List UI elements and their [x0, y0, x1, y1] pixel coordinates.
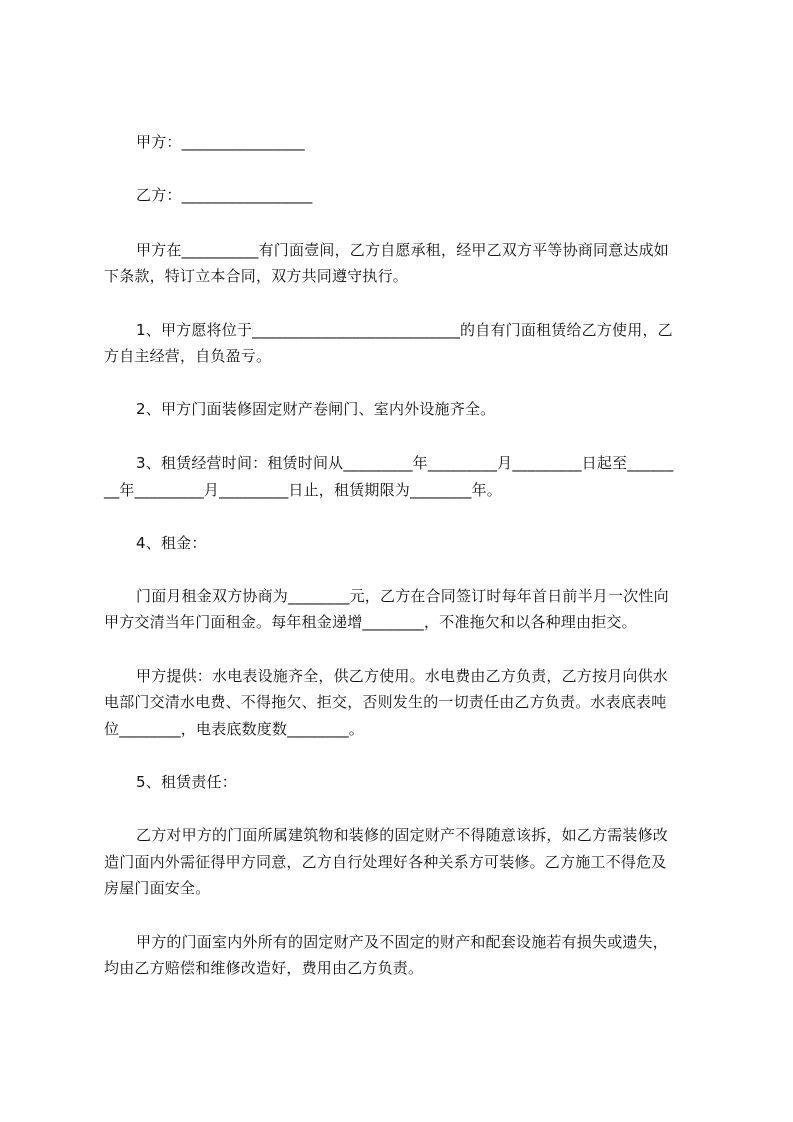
resp-para1-line-1: 乙方对甲方的门面所属建筑物和装修的固定财产不得随意该拆，如乙方需装修改 [136, 826, 669, 844]
clause2-line: 2、甲方门面装修固定财产卷闸门、室内外设施齐全。 [136, 400, 496, 418]
utility-para-line-2: 电部门交清水电费、不得拖欠、拒交，否则发生的一切责任由乙方负责。水表底表吨 [104, 693, 667, 711]
clause3-line-1: 3、租赁经营时间：租赁时间从_________年_________月_________日起至______ [136, 454, 674, 472]
clause5-title: 5、租赁责任： [136, 773, 237, 791]
clause1-line-2: 方自主经营，自负盈亏。 [104, 347, 272, 365]
resp-para1-line-3: 房屋门面安全。 [104, 879, 211, 897]
clause3-line-2: __年_________月_________日止，租赁期限为________年。 [104, 481, 503, 499]
resp-para2-line-2: 均由乙方赔偿和维修改造好，费用由乙方负责。 [104, 959, 424, 977]
rent-para-line-2: 甲方交清当年门面租金。每年租金递增________，不准拖欠和以各种理由拒交。 [104, 613, 637, 631]
utility-para-line-1: 甲方提供：水电表设施齐全，供乙方使用。水电费由乙方负责，乙方按月向供水 [136, 667, 669, 685]
party-a-line: 甲方：________________ [136, 133, 305, 151]
intro-line-1: 甲方在__________有门面壹间，乙方自愿承租，经甲乙双方平等协商同意达成如 [136, 241, 670, 259]
utility-para-line-3: 位________，电表底数度数________。 [104, 720, 365, 738]
clause1-line-1: 1、甲方愿将位于___________________________的自有门面租赁给乙方使用，乙 [136, 321, 673, 339]
resp-para2-line-1: 甲方的门面室内外所有的固定财产及不固定的财产和配套设施若有损失或遗失， [136, 933, 669, 951]
clause4-title: 4、租金： [136, 534, 207, 552]
party-b-line: 乙方：_________________ [136, 186, 313, 204]
rent-para-line-1: 门面月租金双方协商为________元，乙方在合同签订时每年首日前半月一次性向 [136, 587, 669, 605]
resp-para1-line-2: 造门面内外需征得甲方同意，乙方自行处理好各种关系方可装修。乙方施工不得危及 [104, 853, 667, 871]
intro-line-2: 下条款，特订立本合同，双方共同遵守执行。 [104, 267, 409, 285]
